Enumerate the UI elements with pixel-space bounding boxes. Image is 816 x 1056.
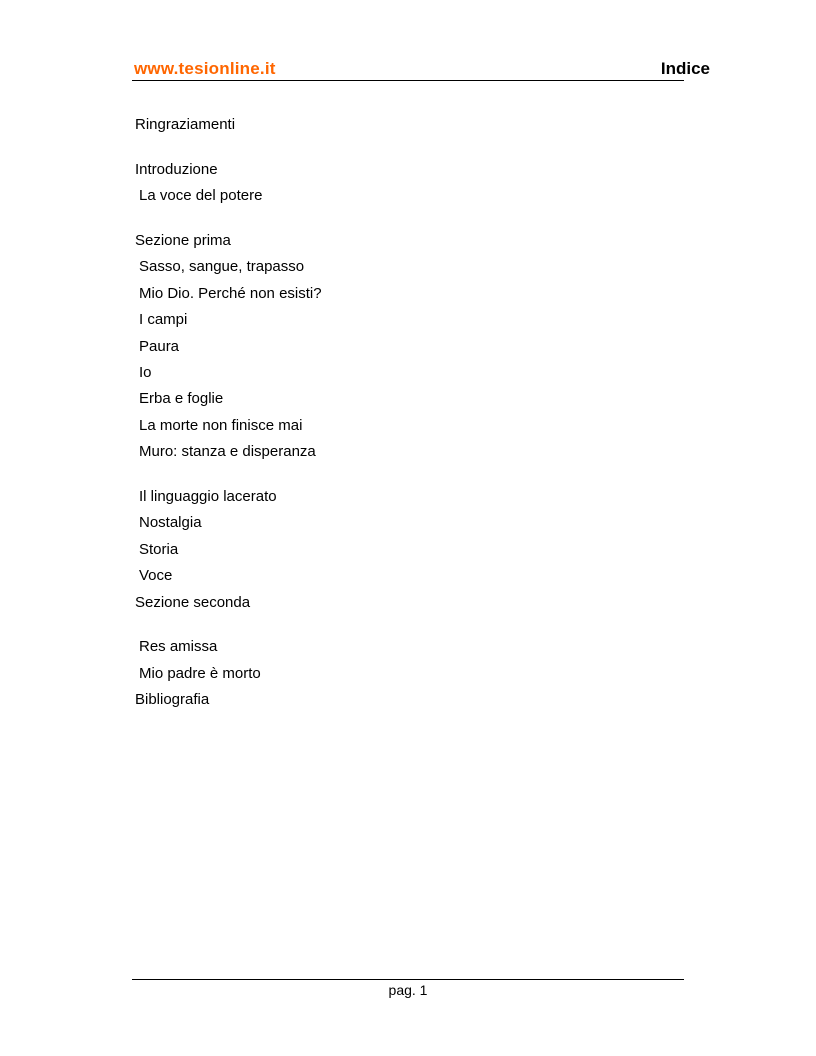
toc-item-io[interactable]: Io: [139, 364, 152, 381]
toc-item-voce[interactable]: Voce: [139, 567, 173, 584]
toc-item-sezione-prima[interactable]: Sezione prima: [135, 232, 231, 249]
header-section-title: Indice: [660, 59, 710, 78]
page-number: pag. 1: [388, 982, 428, 998]
toc-item-erba-e-foglie[interactable]: Erba e foglie: [139, 390, 224, 407]
toc-item-ringraziamenti[interactable]: Ringraziamenti: [135, 116, 236, 133]
toc-item-storia[interactable]: Storia: [139, 541, 179, 558]
table-of-contents: [135, 0, 675, 1056]
toc-item-nostalgia[interactable]: Nostalgia: [139, 514, 202, 531]
toc-item-bibliografia[interactable]: Bibliografia: [135, 691, 210, 708]
toc-item-il-linguaggio-lacerato[interactable]: Il linguaggio lacerato: [139, 488, 277, 505]
header-site-link[interactable]: www.tesionline.it: [134, 59, 276, 78]
toc-item-la-voce-del-potere[interactable]: La voce del potere: [139, 187, 263, 204]
toc-item-paura[interactable]: Paura: [139, 338, 180, 355]
toc-item-i-campi[interactable]: I campi: [139, 311, 188, 328]
toc-item-sezione-seconda[interactable]: Sezione seconda: [135, 594, 251, 611]
toc-item-mio-dio[interactable]: Mio Dio. Perché non esisti?: [139, 285, 322, 302]
toc-item-introduzione[interactable]: Introduzione: [135, 161, 218, 178]
toc-item-la-morte-non-finisce-mai[interactable]: La morte non finisce mai: [139, 417, 303, 434]
footer-divider: [132, 979, 684, 980]
toc-item-res-amissa[interactable]: Res amissa: [139, 638, 218, 655]
toc-item-mio-padre-e-morto[interactable]: Mio padre è morto: [139, 665, 261, 682]
toc-item-sasso-sangue-trapasso[interactable]: Sasso, sangue, trapasso: [139, 258, 305, 275]
toc-item-muro[interactable]: Muro: stanza e disperanza: [139, 443, 316, 460]
